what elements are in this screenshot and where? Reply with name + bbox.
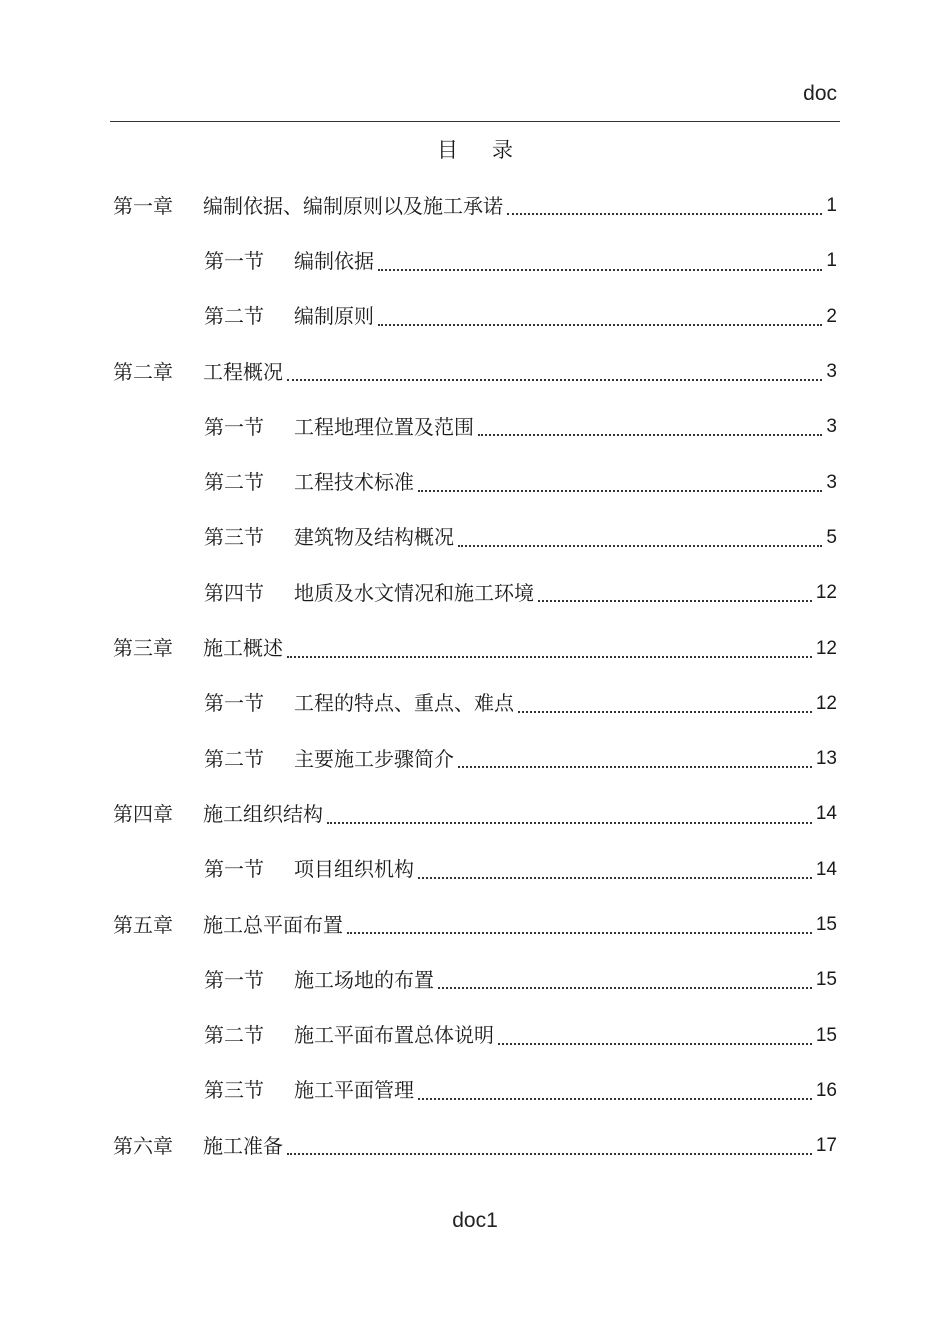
- toc-chapter-entry[interactable]: [113, 620, 837, 675]
- toc-entry-title: 编制依据: [294, 248, 374, 273]
- toc-dot-leader: [287, 1153, 812, 1155]
- toc-entry-label: 第一节: [204, 691, 264, 716]
- toc-entry-label: 第一章: [113, 193, 173, 218]
- toc-entry-label: 第五章: [113, 912, 173, 937]
- toc-section-entry[interactable]: [113, 565, 837, 620]
- toc-entry-page-number: 14: [815, 858, 837, 880]
- toc-entry-label: 第三节: [204, 1078, 264, 1103]
- toc-title-part-1: 目: [437, 138, 458, 162]
- toc-entry-title: 施工概述: [203, 636, 283, 661]
- toc-entry-title: 施工平面布置总体说明: [294, 1023, 494, 1048]
- toc-title: [0, 134, 950, 164]
- toc-chapter-entry[interactable]: [113, 344, 837, 399]
- toc-entry-page-number: 15: [815, 969, 837, 991]
- toc-entry-page-number: 15: [815, 1024, 837, 1046]
- toc-dot-leader: [327, 822, 812, 824]
- toc-entry-page-number: 12: [815, 637, 837, 659]
- toc-dot-leader: [418, 877, 812, 879]
- toc-entry-page-number: 14: [815, 803, 837, 825]
- toc-entry-page-number: 13: [815, 748, 837, 770]
- toc-entry-title: 施工总平面布置: [203, 912, 343, 937]
- toc-section-entry[interactable]: [113, 731, 837, 786]
- toc-dot-leader: [418, 1098, 812, 1100]
- toc-dot-leader: [287, 656, 812, 658]
- toc-entry-title: 工程概况: [203, 359, 283, 384]
- toc-section-entry[interactable]: [113, 952, 837, 1007]
- page-footer: doc1: [452, 1209, 498, 1232]
- toc-entry-page-number: 17: [815, 1135, 837, 1157]
- toc-entry-page-number: 3: [826, 416, 837, 438]
- toc-section-entry[interactable]: [113, 676, 837, 731]
- toc-entry-page-number: 16: [815, 1079, 837, 1101]
- toc-section-entry[interactable]: [113, 454, 837, 509]
- header-text: doc: [803, 82, 837, 105]
- toc-dot-leader: [538, 600, 812, 602]
- toc-section-entry[interactable]: [113, 842, 837, 897]
- toc-section-entry[interactable]: [113, 289, 837, 344]
- toc-dot-leader: [518, 711, 812, 713]
- toc-entry-title: 施工场地的布置: [294, 967, 434, 992]
- toc-entry-title: 工程地理位置及范围: [294, 414, 474, 439]
- toc-entry-title: 项目组织机构: [294, 857, 414, 882]
- toc-entry-title: 地质及水文情况和施工环境: [294, 580, 534, 605]
- toc-entry-title: 施工平面管理: [294, 1078, 414, 1103]
- toc-dot-leader: [418, 490, 822, 492]
- toc-section-entry[interactable]: [113, 233, 837, 288]
- toc-section-entry[interactable]: [113, 399, 837, 454]
- toc-chapter-entry[interactable]: [113, 786, 837, 841]
- toc-entry-label: 第二节: [204, 304, 264, 329]
- toc-entry-label: 第三章: [113, 636, 173, 661]
- toc-entry-label: 第一节: [204, 967, 264, 992]
- toc-chapter-entry[interactable]: [113, 897, 837, 952]
- toc-chapter-entry[interactable]: [113, 1118, 837, 1173]
- toc-entry-title: 主要施工步骤简介: [294, 746, 454, 771]
- toc-dot-leader: [458, 545, 822, 547]
- toc-dot-leader: [498, 1043, 812, 1045]
- toc-entry-page-number: 5: [826, 526, 837, 548]
- toc-entry-page-number: 2: [826, 305, 837, 327]
- toc-entry-page-number: 12: [815, 692, 837, 714]
- toc-entry-label: 第二节: [204, 746, 264, 771]
- toc-entry-page-number: 15: [815, 914, 837, 935]
- toc-entry-label: 第六章: [113, 1133, 173, 1158]
- toc-section-entry[interactable]: [113, 1063, 837, 1118]
- toc-entry-title: 建筑物及结构概况: [294, 525, 454, 550]
- table-of-contents: [113, 178, 837, 1173]
- toc-dot-leader: [287, 379, 822, 381]
- toc-entry-title: 编制依据、编制原则以及施工承诺: [203, 193, 503, 218]
- toc-entry-title: 工程的特点、重点、难点: [294, 691, 514, 716]
- toc-section-entry[interactable]: [113, 510, 837, 565]
- toc-entry-label: 第二节: [204, 1023, 264, 1048]
- toc-entry-label: 第二节: [204, 470, 264, 495]
- toc-entry-title: 施工组织结构: [203, 801, 323, 826]
- toc-dot-leader: [347, 932, 812, 934]
- toc-dot-leader: [478, 434, 822, 436]
- toc-entry-page-number: 3: [826, 471, 837, 493]
- toc-entry-label: 第二章: [113, 359, 173, 384]
- toc-entry-page-number: 1: [826, 250, 837, 272]
- toc-entry-label: 第一节: [204, 414, 264, 439]
- toc-dot-leader: [378, 269, 822, 271]
- toc-dot-leader: [378, 324, 822, 326]
- toc-entry-label: 第三节: [204, 525, 264, 550]
- toc-entry-title: 施工准备: [203, 1133, 283, 1158]
- header-divider: [110, 121, 840, 122]
- toc-dot-leader: [507, 213, 822, 215]
- toc-entry-label: 第一节: [204, 248, 264, 273]
- toc-entry-page-number: 3: [826, 361, 837, 383]
- toc-section-entry[interactable]: [113, 1007, 837, 1062]
- toc-entry-label: 第四节: [204, 580, 264, 605]
- toc-dot-leader: [438, 987, 812, 989]
- toc-entry-label: 第四章: [113, 801, 173, 826]
- toc-title-part-2: 录: [492, 138, 513, 162]
- toc-chapter-entry[interactable]: [113, 178, 837, 233]
- toc-entry-title: 编制原则: [294, 304, 374, 329]
- toc-entry-title: 工程技术标准: [294, 470, 414, 495]
- toc-entry-page-number: 12: [815, 582, 837, 604]
- toc-entry-page-number: 1: [826, 195, 837, 217]
- toc-entry-label: 第一节: [204, 857, 264, 882]
- toc-dot-leader: [458, 766, 812, 768]
